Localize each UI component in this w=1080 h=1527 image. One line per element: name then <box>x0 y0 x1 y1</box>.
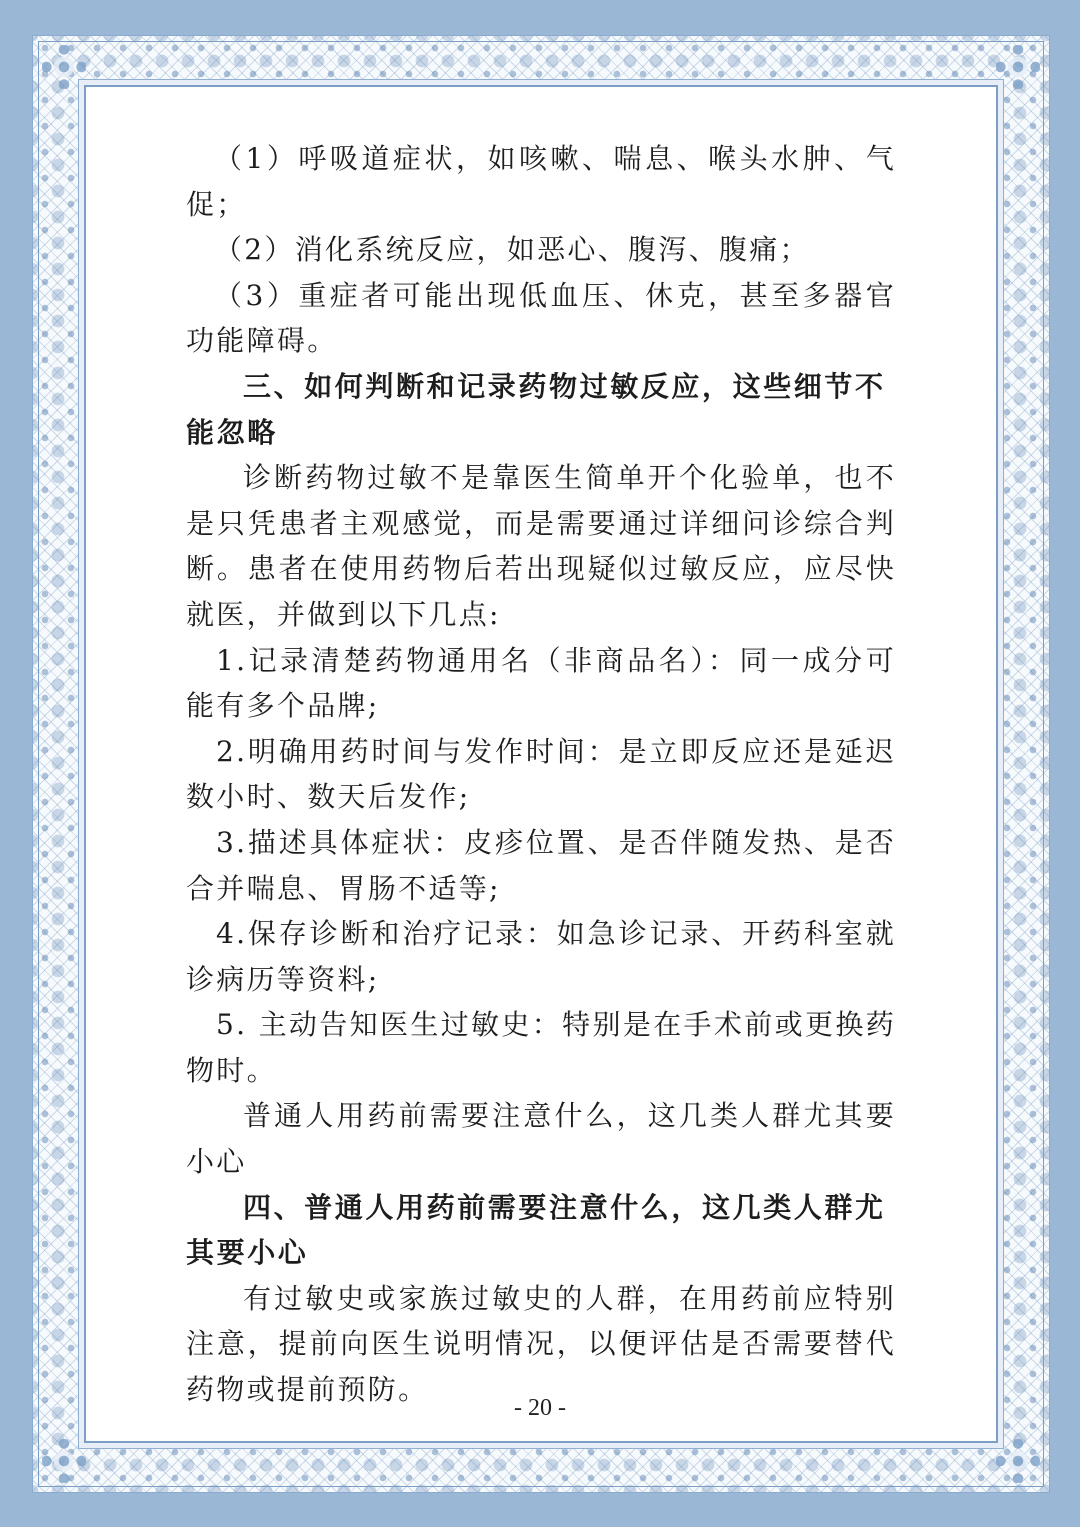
tip-item-timing: 2.明确用药时间与发作时间：是立即反应还是延迟数小时、数天后发作; <box>186 734 896 814</box>
allergy-history-paragraph: 有过敏史或家族过敏史的人群，在用药前应特别注意，提前向医生说明情况，以便评估是否需要替代药物或提前预防。 <box>186 1281 896 1407</box>
tip-item-symptoms: 3.描述具体症状：皮疹位置、是否伴随发热、是否合并喘息、胃肠不适等; <box>186 825 896 905</box>
page-number: - 20 - <box>514 1395 566 1421</box>
section-heading-three: 三、如何判断和记录药物过敏反应，这些细节不能忽略 <box>186 369 886 449</box>
tip-item-drug-name: 1.记录清楚药物通用名（非商品名）：同一成分可能有多个品牌; <box>186 643 896 723</box>
diagnosis-paragraph: 诊断药物过敏不是靠医生简单开个化验单，也不是只凭患者主观感觉，而是需要通过详细问诊综合判断。患者在使用药物后若出现疑似过敏反应，应尽快就医，并做到以下几点: <box>186 461 896 631</box>
document-content <box>186 136 896 1413</box>
tip-item-records: 4.保存诊断和治疗记录：如急诊记录、开药科室就诊病历等资料; <box>186 917 896 996</box>
corner-ornament-icon <box>42 45 86 89</box>
corner-ornament-icon <box>996 45 1040 89</box>
symptom-item-severe: （3）重症者可能出现低血压、休克，甚至多器官功能障碍。 <box>186 278 896 358</box>
corner-ornament-icon <box>42 1439 86 1483</box>
symptom-item-respiratory: （1）呼吸道症状，如咳嗽、喘息、喉头水肿、气促； <box>186 142 896 221</box>
symptom-item-digestive: （2）消化系统反应，如恶心、腹泻、腹痛； <box>214 233 810 267</box>
repeated-subtitle-paragraph: 普通人用药前需要注意什么，这几类人群尤其要小心 <box>186 1099 896 1179</box>
tip-item-inform-doctor: 5. 主动告知医生过敏史：特别是在手术前或更换药物时。 <box>186 1008 896 1087</box>
corner-ornament-icon <box>996 1439 1040 1483</box>
section-heading-four: 四、普通人用药前需要注意什么，这几类人群尤其要小心 <box>186 1190 886 1270</box>
